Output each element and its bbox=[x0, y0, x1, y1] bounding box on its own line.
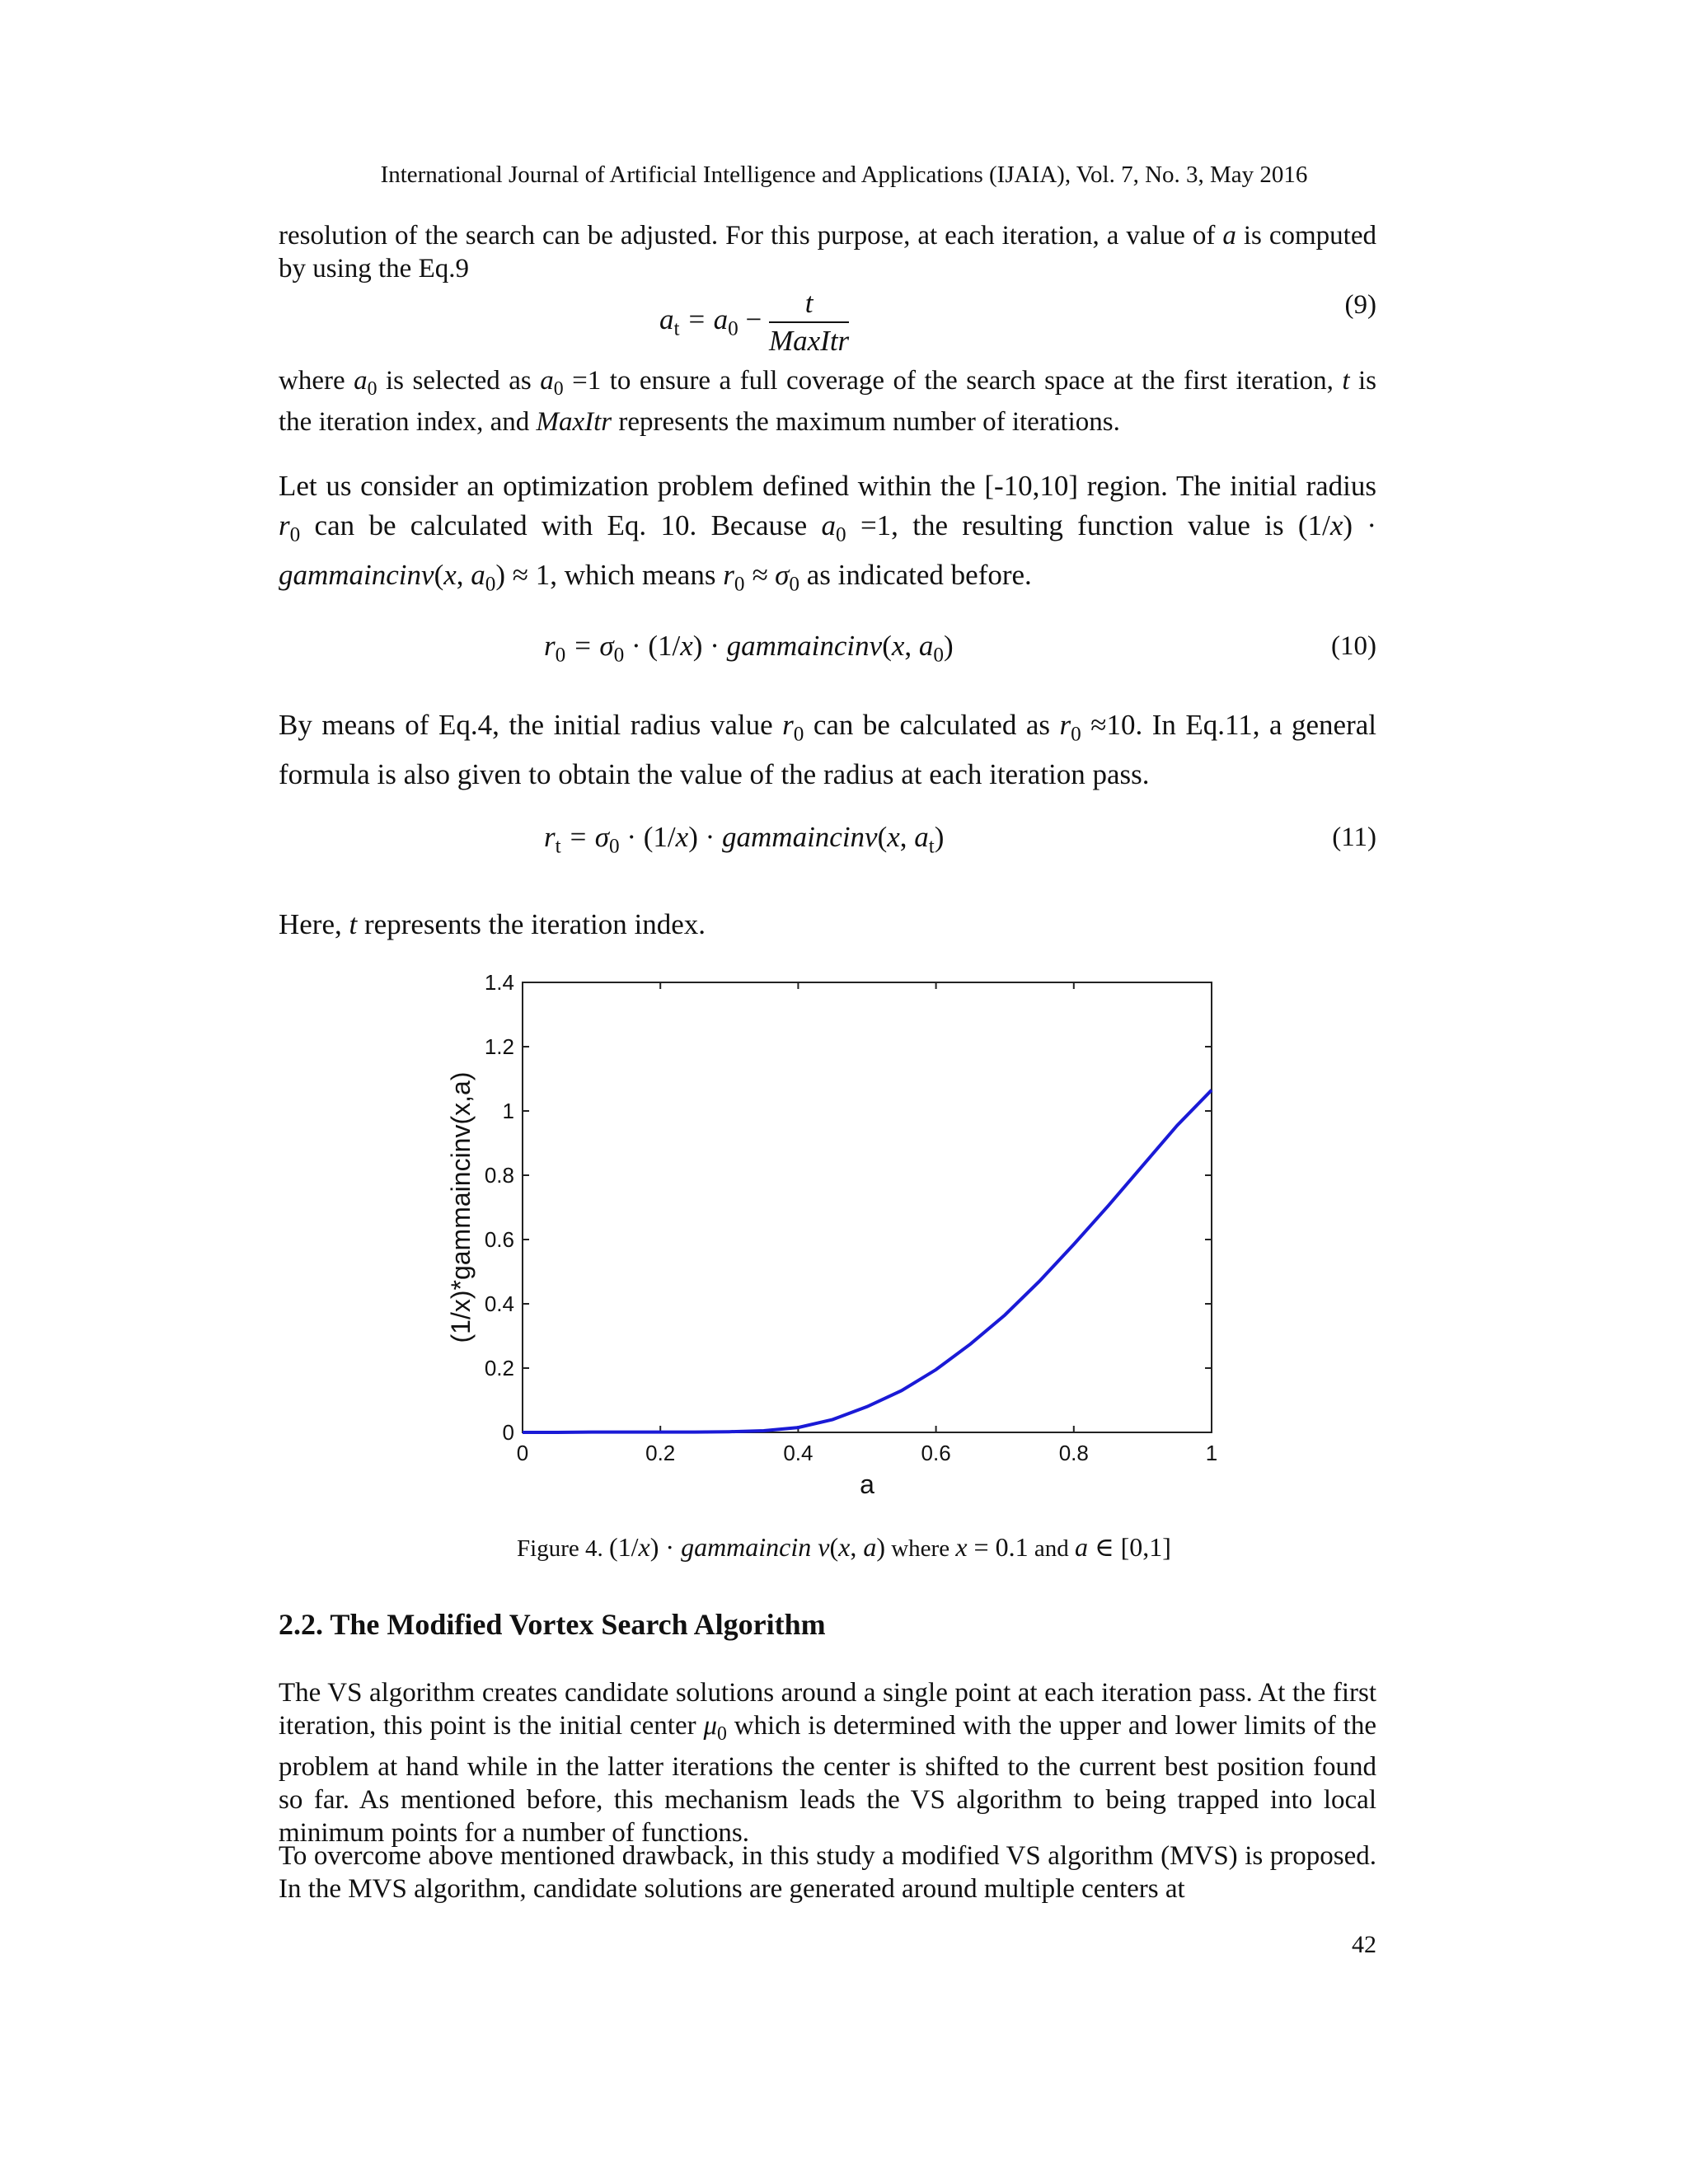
p5-text-a: Here, bbox=[279, 908, 349, 940]
y-tick-label: 0.2 bbox=[484, 1356, 514, 1380]
caption-comma: , bbox=[850, 1532, 864, 1562]
eq11-r: r bbox=[544, 821, 556, 853]
eq10-func: gammaincinv bbox=[726, 630, 883, 662]
caption-var-a2: a bbox=[1074, 1532, 1088, 1562]
y-tick-label: 0.6 bbox=[484, 1227, 514, 1252]
p3-text-d: ) · bbox=[1343, 509, 1376, 541]
eq11-sub-a: t bbox=[555, 835, 561, 858]
eq10-text-c: · (1/ bbox=[624, 630, 681, 662]
paragraph-2 bbox=[279, 364, 1376, 438]
x-tick-label: 0 bbox=[516, 1441, 529, 1465]
p3-paren: ( bbox=[434, 558, 444, 591]
equation-9-number: (9) bbox=[1344, 290, 1376, 320]
p2-var-a0: a bbox=[354, 366, 368, 396]
eq11-sub-b: 0 bbox=[609, 835, 620, 858]
caption-text-b: (1/ bbox=[609, 1532, 639, 1562]
p3-var-a0: a bbox=[821, 509, 837, 541]
y-tick-labels bbox=[485, 970, 514, 1445]
p6-text-b: which is determined with the upper and lower limits of the problem at hand while in the latter iterations the center is shifted to the current best position found so far. As mentioned before, this mechanism leads the VS algorithm to being trapped into local minimum points for a number of functions. bbox=[279, 1711, 1376, 1849]
p6-var-mu: μ bbox=[703, 1711, 718, 1741]
p2-text-d: is the iteration index, and bbox=[279, 366, 1376, 438]
paragraph-3 bbox=[279, 466, 1376, 604]
equation-11-number: (11) bbox=[1332, 823, 1376, 852]
p2-text-c: =1 to ensure a full coverage of the search space at the first iteration, bbox=[563, 366, 1343, 396]
figure-4-chart bbox=[412, 956, 1253, 1525]
eq10-sub-b: 0 bbox=[613, 644, 625, 667]
x-tick-label: 0.2 bbox=[645, 1441, 676, 1465]
x-tick-label: 0.4 bbox=[783, 1441, 814, 1465]
caption-var-a: a bbox=[863, 1532, 877, 1562]
eq10-x: x bbox=[680, 630, 693, 662]
caption-paren-open: ( bbox=[829, 1532, 839, 1562]
x-axis-label: a bbox=[860, 1469, 874, 1499]
eq9-mid: = a bbox=[679, 303, 729, 336]
y-tick-label: 0 bbox=[502, 1420, 514, 1445]
p5-var-t: t bbox=[349, 908, 358, 940]
series-line bbox=[523, 1090, 1212, 1432]
eq11-sigma: = σ bbox=[560, 821, 610, 853]
y-tick-label: 0.4 bbox=[484, 1291, 514, 1316]
p6-sub: 0 bbox=[717, 1723, 727, 1746]
equation-9 bbox=[659, 287, 849, 358]
paragraph-7: To overcome above mentioned drawback, in this study a modified VS algorithm (MVS) is proposed. In the MVS algorithm, candidate solutions are generated around multiple centers at bbox=[279, 1841, 1376, 1904]
eq11-sub-j: t bbox=[928, 835, 935, 858]
eq10-x2: x bbox=[891, 630, 905, 662]
p3-text-b: can be calculated with Eq. 10. Because bbox=[300, 509, 822, 541]
eq11-paren-open: ( bbox=[877, 821, 888, 853]
p4-text-a: By means of Eq.4, the initial radius value bbox=[279, 709, 783, 741]
eq10-sub-a: 0 bbox=[555, 644, 566, 667]
eq11-func: gammaincinv bbox=[722, 821, 878, 853]
running-header: International Journal of Artificial Intelligence and Applications (IJAIA), Vol. 7, No. 3, May 2016 bbox=[380, 162, 1308, 188]
p1-var-a: a bbox=[1222, 221, 1236, 251]
eq11-x: x bbox=[675, 821, 689, 853]
p3-sub-b: 0 bbox=[836, 523, 846, 546]
caption-text-d: ) · bbox=[649, 1532, 682, 1562]
eq11-text-c: · (1/ bbox=[619, 821, 676, 853]
p2-text-e: represents the maximum number of iterations. bbox=[612, 407, 1120, 438]
x-tick-labels bbox=[517, 1441, 1217, 1465]
p3-sigma: ≈ σ bbox=[744, 558, 790, 591]
x-tick-label: 0.8 bbox=[1058, 1441, 1089, 1465]
x-tick-label: 1 bbox=[1205, 1441, 1218, 1465]
p5-text-b: represents the iteration index. bbox=[357, 908, 706, 940]
p2-var-a0-b: a bbox=[540, 366, 554, 396]
eq10-paren-open: ( bbox=[882, 630, 892, 662]
p6-text-a: The VS algorithm creates candidate solutions around a single point at each iteration pass. At the first iteration, this point is the initial center bbox=[279, 1678, 1376, 1741]
eq10-text-e: ) · bbox=[692, 630, 727, 662]
paragraph-4 bbox=[279, 705, 1376, 794]
eq10-comma: , bbox=[904, 630, 919, 662]
p3-var-x: x bbox=[1329, 509, 1343, 541]
y-tick-label: 0.8 bbox=[484, 1163, 514, 1188]
p3-func: gammaincinv bbox=[279, 558, 434, 591]
eq9-minus: − bbox=[738, 303, 762, 336]
p3-comma: , bbox=[456, 558, 471, 591]
eq10-sub-j: 0 bbox=[933, 644, 944, 667]
p3-sub-a: 0 bbox=[289, 523, 301, 546]
p4-sub-b: 0 bbox=[1071, 723, 1081, 746]
eq10-sigma: = σ bbox=[565, 630, 614, 662]
caption-text-k: where bbox=[884, 1535, 956, 1562]
caption-func: gammaincin v bbox=[681, 1532, 830, 1562]
eq11-text-e: ) · bbox=[688, 821, 723, 853]
p1-text-a: resolution of the search can be adjusted. For this purpose, at each iteration, a value of bbox=[279, 221, 1223, 251]
caption-var-x2: x bbox=[838, 1532, 851, 1562]
p4-text-c: ≈10. In Eq.11, a general formula is also given to obtain the value of the radius at each iteration pass. bbox=[279, 709, 1376, 790]
p2-sub-b: 0 bbox=[553, 378, 564, 401]
caption-label: Figure 4. bbox=[517, 1535, 609, 1562]
eq9-numerator: t bbox=[769, 287, 849, 323]
caption-var-x: x bbox=[638, 1532, 650, 1562]
p3-text-a: Let us consider an optimization problem defined within the [-10,10] region. The initial radius bbox=[279, 470, 1376, 502]
p4-var-r0: r bbox=[782, 709, 794, 741]
y-tick-label: 1 bbox=[502, 1099, 514, 1123]
p3-var-a: a bbox=[471, 558, 485, 591]
eq10-r: r bbox=[544, 630, 556, 662]
eq9-lhs: a bbox=[659, 303, 674, 336]
p2-var-t: t bbox=[1342, 366, 1350, 396]
eq9-lhs-sub: t bbox=[673, 317, 680, 340]
p2-text-a: where bbox=[279, 366, 354, 396]
eq10-a: a bbox=[918, 630, 934, 662]
paragraph-5 bbox=[279, 905, 1376, 944]
p3-var-r0-b: r bbox=[723, 558, 734, 591]
x-tick-label: 0.6 bbox=[921, 1441, 951, 1465]
equation-10-number: (10) bbox=[1331, 631, 1376, 661]
p4-var-r0-b: r bbox=[1059, 709, 1071, 741]
y-tick-label: 1.4 bbox=[484, 970, 514, 995]
p3-sub-d: 0 bbox=[734, 573, 745, 596]
p3-text-f: as indicated before. bbox=[799, 558, 1032, 591]
paragraph-1 bbox=[279, 219, 1376, 285]
p2-var-maxitr: MaxItr bbox=[536, 407, 612, 438]
p3-sub-c: 0 bbox=[485, 573, 496, 596]
y-axis-label: (1/x)*gammaincinv(x,a) bbox=[446, 1071, 476, 1343]
caption-and: and bbox=[1028, 1535, 1075, 1562]
eq11-comma: , bbox=[899, 821, 915, 853]
page-number: 42 bbox=[1352, 1931, 1376, 1958]
eq11-a: a bbox=[914, 821, 929, 853]
eq11-x2: x bbox=[887, 821, 900, 853]
p3-var-x2: x bbox=[443, 558, 457, 591]
caption-value: = 0.1 bbox=[967, 1532, 1029, 1562]
p3-sub-e: 0 bbox=[789, 573, 799, 596]
p2-text-b: is selected as bbox=[377, 366, 541, 396]
equation-11 bbox=[544, 821, 944, 859]
caption-interval: ∈ [0,1] bbox=[1087, 1532, 1171, 1562]
p3-text-c: =1, the resulting function value is (1/ bbox=[846, 509, 1330, 541]
section-heading: 2.2. The Modified Vortex Search Algorithm bbox=[279, 1608, 826, 1641]
p4-text-b: can be calculated as bbox=[804, 709, 1060, 741]
p3-var-r0: r bbox=[279, 509, 290, 541]
caption-var-x3: x bbox=[955, 1532, 968, 1562]
figure-4-caption bbox=[0, 1531, 1688, 1563]
y-tick-label: 1.2 bbox=[484, 1034, 514, 1059]
p1-text-b: is computed by using the Eq.9 bbox=[279, 221, 1376, 284]
p3-text-e: ) ≈ 1, which means bbox=[495, 558, 724, 591]
eq9-mid-sub: 0 bbox=[728, 317, 738, 340]
equation-10 bbox=[544, 630, 954, 668]
eq9-denominator: MaxItr bbox=[768, 325, 850, 357]
p2-sub-a: 0 bbox=[367, 378, 377, 401]
eq11-paren-close: ) bbox=[934, 821, 945, 853]
paragraph-6 bbox=[279, 1676, 1376, 1849]
eq9-fraction bbox=[769, 287, 849, 358]
eq10-paren-close: ) bbox=[943, 630, 954, 662]
caption-paren-close: ) bbox=[876, 1532, 885, 1562]
p4-sub-a: 0 bbox=[793, 723, 804, 746]
